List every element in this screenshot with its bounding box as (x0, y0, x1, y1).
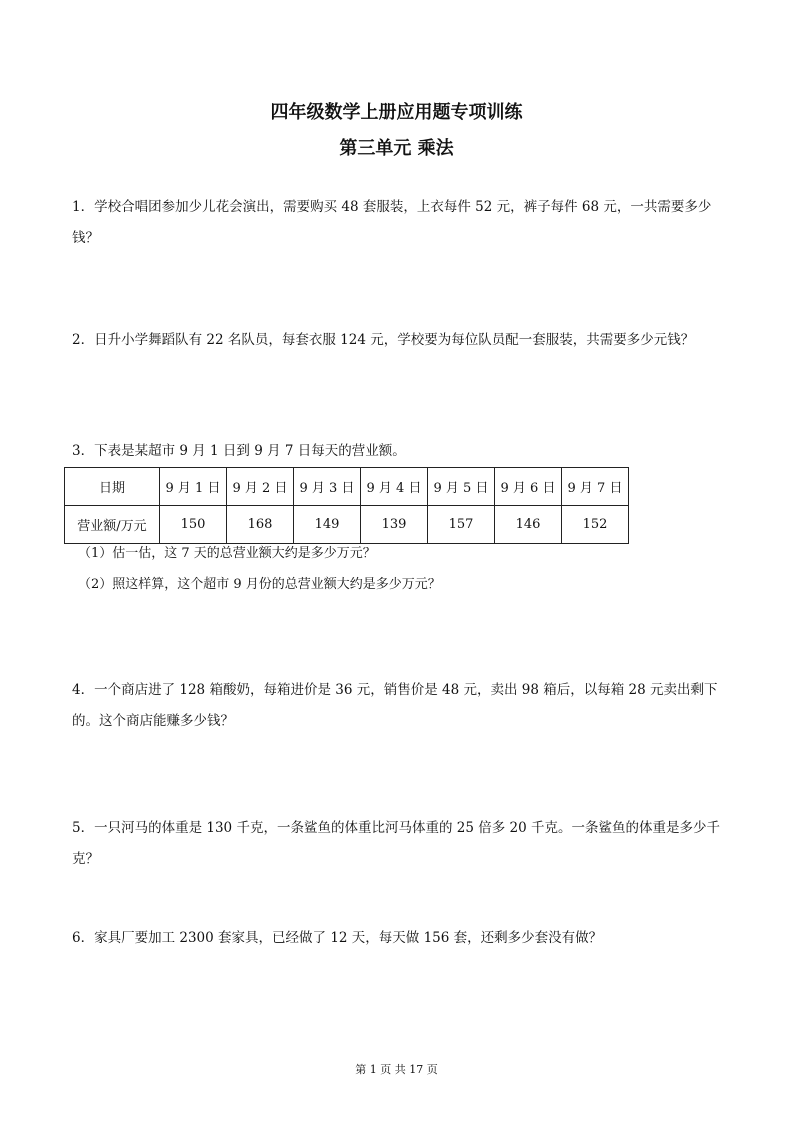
page-subtitle: 第三单元 乘法 (339, 138, 454, 159)
question-3-part-1: （1）估一估，这 7 天的总营业额大约是多少万元？ (78, 546, 376, 561)
table-cell: 9 月 5 日 (428, 468, 495, 506)
sales-table (64, 467, 629, 544)
page-number: 第 1 页 共 17 页 (355, 1063, 438, 1076)
table-cell: 9 月 7 日 (562, 468, 629, 506)
question-4: 4．一个商店进了 128 箱酸奶，每箱进价是 36 元，销售价是 48 元，卖出 98 箱后，以每箱 28 元卖出剩下的。这个商店能赚多少钱？ (72, 682, 718, 729)
table-cell: 9 月 4 日 (361, 468, 428, 506)
table-cell: 9 月 6 日 (495, 468, 562, 506)
table-cell: 168 (227, 506, 294, 544)
table-cell: 9 月 3 日 (294, 468, 361, 506)
table-cell: 139 (361, 506, 428, 544)
table-cell: 157 (428, 506, 495, 544)
table-header-row (65, 468, 629, 506)
table-cell: 营业额/万元 (65, 506, 160, 544)
question-6: 6．家具厂要加工 2300 套家具，已经做了 12 天，每天做 156 套，还剩多少套没有做？ (72, 930, 603, 946)
table-cell: 150 (160, 506, 227, 544)
question-2: 2．日升小学舞蹈队有 22 名队员，每套衣服 124 元，学校要为每位队员配一套服装，共需要多少元钱？ (72, 332, 695, 348)
table-cell: 146 (495, 506, 562, 544)
question-1: 1．学校合唱团参加少儿花会演出，需要购买 48 套服装，上衣每件 52 元，裤子每件 68 元，一共需要多少钱？ (72, 199, 712, 246)
table-cell: 9 月 1 日 (160, 468, 227, 506)
question-3-part-2: （2）照这样算，这个超市 9 月份的总营业额大约是多少万元？ (78, 577, 441, 592)
question-5: 5．一只河马的体重是 130 千克，一条鲨鱼的体重比河马体重的 25 倍多 20 千克。一条鲨鱼的体重是多少千克？ (72, 820, 720, 867)
table-cell: 152 (562, 506, 629, 544)
table-cell: 日期 (65, 468, 160, 506)
table-cell: 149 (294, 506, 361, 544)
table-cell: 9 月 2 日 (227, 468, 294, 506)
page-title: 四年级数学上册应用题专项训练 (270, 102, 523, 123)
question-3: 3．下表是某超市 9 月 1 日到 9 月 7 日每天的营业额。 (72, 443, 406, 459)
